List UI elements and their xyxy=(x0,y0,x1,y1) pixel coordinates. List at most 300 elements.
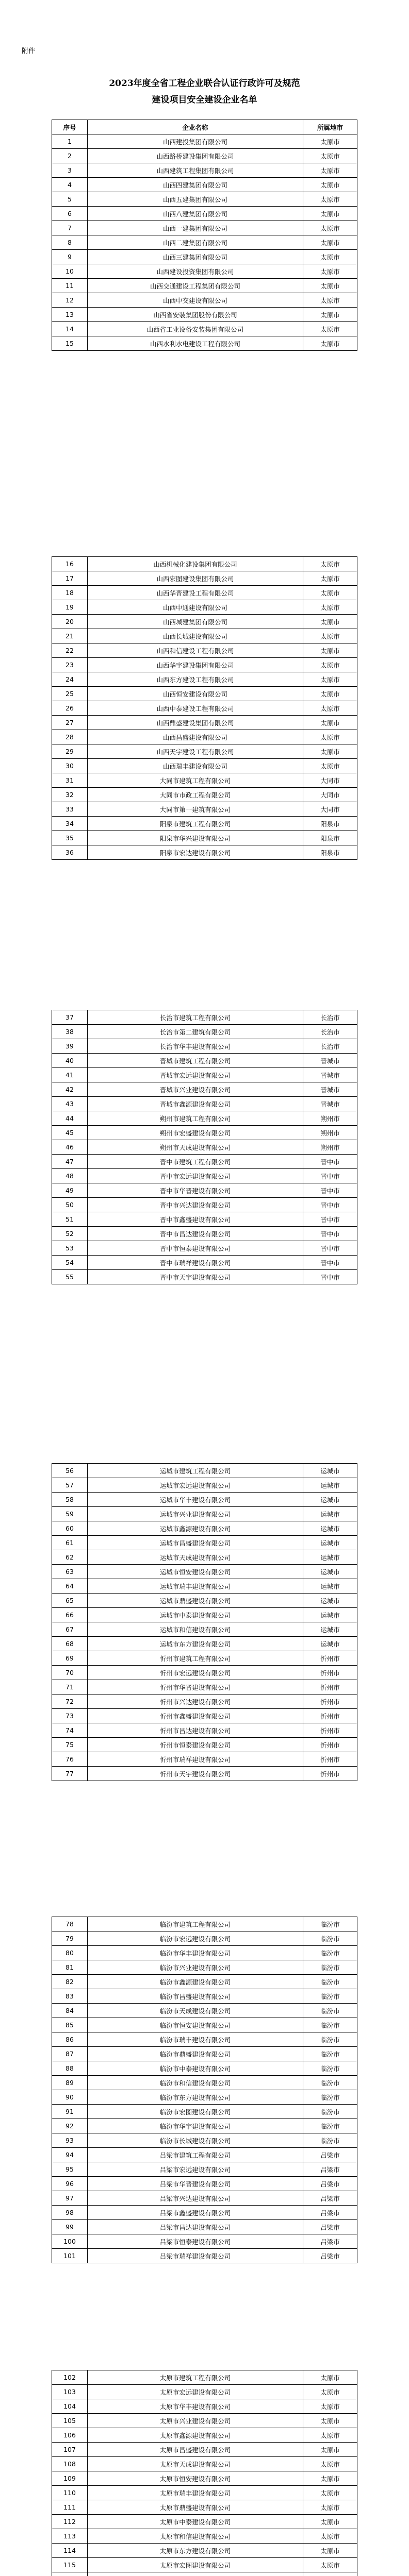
table-row xyxy=(52,629,357,643)
row-number: 14 xyxy=(52,322,88,336)
attachment-label: 附件 xyxy=(22,47,36,55)
company-name: 临汾市鑫源建设有限公司 xyxy=(88,1975,303,1989)
table-row xyxy=(52,1960,357,1975)
company-name: 临汾市宏图建设有限公司 xyxy=(88,2105,303,2119)
row-number: 33 xyxy=(52,802,88,817)
company-name: 忻州市华晋建设有限公司 xyxy=(88,1680,303,1694)
company-table-page xyxy=(52,1463,357,1781)
region-name: 临汾市 xyxy=(303,2061,357,2076)
row-number: 105 xyxy=(52,2414,88,2428)
table-row xyxy=(52,1723,357,1738)
table-row xyxy=(52,2399,357,2414)
region-name: 阳泉市 xyxy=(303,845,357,860)
company-name xyxy=(88,2572,303,2576)
region-name: 临汾市 xyxy=(303,1975,357,1989)
company-name: 临汾市华宇建设有限公司 xyxy=(88,2119,303,2133)
table-row xyxy=(52,2061,357,2076)
row-number: 108 xyxy=(52,2457,88,2471)
row-number: 87 xyxy=(52,2047,88,2061)
table-row xyxy=(52,134,357,149)
table-row xyxy=(52,279,357,293)
region-name: 运城市 xyxy=(303,1507,357,1521)
region-name: 阳泉市 xyxy=(303,831,357,845)
table-row xyxy=(52,2572,357,2576)
table-row xyxy=(52,1917,357,1931)
company-name: 运城市东方建设有限公司 xyxy=(88,1637,303,1651)
company-table-page xyxy=(52,120,357,351)
table-row xyxy=(52,1767,357,1781)
region-name: 太原市 xyxy=(303,207,357,221)
company-name: 临汾市建筑工程有限公司 xyxy=(88,1917,303,1931)
region-name: 太原市 xyxy=(303,149,357,163)
table-header-row xyxy=(52,120,357,134)
table-row xyxy=(52,235,357,250)
company-table-page xyxy=(52,2370,357,2576)
region-name: 临汾市 xyxy=(303,2119,357,2133)
row-number: 43 xyxy=(52,1097,88,1111)
region-name: 太原市 xyxy=(303,2471,357,2486)
table-row xyxy=(52,2090,357,2105)
company-name: 忻州市瑞祥建设有限公司 xyxy=(88,1752,303,1767)
row-number: 26 xyxy=(52,701,88,716)
table-row xyxy=(52,557,357,571)
row-number: 95 xyxy=(52,2162,88,2177)
table-row xyxy=(52,730,357,744)
company-name: 忻州市兴达建设有限公司 xyxy=(88,1694,303,1709)
company-name: 晋中市兴达建设有限公司 xyxy=(88,1198,303,1212)
company-name: 大同市市政工程有限公司 xyxy=(88,788,303,802)
table-row xyxy=(52,2162,357,2177)
region-name: 太原市 xyxy=(303,2529,357,2544)
table-row xyxy=(52,2457,357,2471)
row-number: 35 xyxy=(52,831,88,845)
table-row xyxy=(52,1507,357,1521)
table-row xyxy=(52,2220,357,2234)
table-row xyxy=(52,1169,357,1183)
region-name: 晋城市 xyxy=(303,1082,357,1097)
region-name: 太原市 xyxy=(303,293,357,308)
table-row xyxy=(52,2385,357,2399)
company-name: 太原市瑞丰建设有限公司 xyxy=(88,2486,303,2500)
row-number: 54 xyxy=(52,1256,88,1270)
region-name: 朔州市 xyxy=(303,1140,357,1155)
company-name: 太原市兴业建设有限公司 xyxy=(88,2414,303,2428)
region-name: 太原市 xyxy=(303,759,357,773)
company-name: 晋中市恒泰建设有限公司 xyxy=(88,1241,303,1256)
region-name: 忻州市 xyxy=(303,1752,357,1767)
row-number: 34 xyxy=(52,817,88,831)
row-number: 83 xyxy=(52,1989,88,2004)
table-row xyxy=(52,2032,357,2047)
region-name: 太原市 xyxy=(303,2370,357,2385)
row-number: 64 xyxy=(52,1579,88,1594)
row-number: 100 xyxy=(52,2234,88,2249)
table-row xyxy=(52,1054,357,1068)
region-name: 吕梁市 xyxy=(303,2191,357,2206)
table-row xyxy=(52,2004,357,2018)
region-name: 临汾市 xyxy=(303,2004,357,2018)
region-name: 太原市 xyxy=(303,716,357,730)
region-name: 晋城市 xyxy=(303,1097,357,1111)
region-name: 吕梁市 xyxy=(303,2220,357,2234)
company-name: 朔州市建筑工程有限公司 xyxy=(88,1111,303,1126)
region-name: 太原市 xyxy=(303,250,357,264)
row-number: 63 xyxy=(52,1565,88,1579)
table-row xyxy=(52,2486,357,2500)
region-name: 晋中市 xyxy=(303,1212,357,1227)
row-number: 59 xyxy=(52,1507,88,1521)
table-row xyxy=(52,788,357,802)
document-title xyxy=(52,75,357,108)
row-number: 25 xyxy=(52,687,88,701)
table-row xyxy=(52,1111,357,1126)
table-row xyxy=(52,1608,357,1622)
table-row xyxy=(52,2191,357,2206)
table-row xyxy=(52,1975,357,1989)
company-name: 吕梁市鑫盛建设有限公司 xyxy=(88,2206,303,2220)
company-name: 山西水利水电建设工程有限公司 xyxy=(88,336,303,351)
region-name: 太原市 xyxy=(303,2457,357,2471)
company-name: 朔州市天成建设有限公司 xyxy=(88,1140,303,1155)
region-name: 临汾市 xyxy=(303,2047,357,2061)
table-row xyxy=(52,802,357,817)
company-name: 晋中市建筑工程有限公司 xyxy=(88,1155,303,1169)
table-row xyxy=(52,1637,357,1651)
table-row xyxy=(52,687,357,701)
region-name: 太原市 xyxy=(303,701,357,716)
region-name: 运城市 xyxy=(303,1521,357,1536)
company-name: 山西八建集团有限公司 xyxy=(88,207,303,221)
row-number: 3 xyxy=(52,163,88,178)
table-row xyxy=(52,1039,357,1054)
company-name: 太原市昌盛建设有限公司 xyxy=(88,2443,303,2457)
table-row xyxy=(52,264,357,279)
region-name: 太原市 xyxy=(303,2558,357,2572)
table-row xyxy=(52,1579,357,1594)
company-name: 忻州市昌达建设有限公司 xyxy=(88,1723,303,1738)
company-name: 山西二建集团有限公司 xyxy=(88,235,303,250)
company-name: 山西交通建设工程集团有限公司 xyxy=(88,279,303,293)
region-name: 太原市 xyxy=(303,221,357,235)
region-name: 忻州市 xyxy=(303,1738,357,1752)
row-number: 89 xyxy=(52,2076,88,2090)
title-line-1: 2023年度全省工程企业联合认证行政许可及规范 xyxy=(109,78,300,89)
row-number: 79 xyxy=(52,1931,88,1946)
table-row xyxy=(52,1126,357,1140)
company-name: 晋城市建筑工程有限公司 xyxy=(88,1054,303,1068)
table-row xyxy=(52,2249,357,2263)
company-name: 吕梁市华晋建设有限公司 xyxy=(88,2177,303,2191)
region-name: 运城市 xyxy=(303,1493,357,1507)
region-name: 吕梁市 xyxy=(303,2249,357,2263)
region-name: 吕梁市 xyxy=(303,2234,357,2249)
row-number: 75 xyxy=(52,1738,88,1752)
company-name: 太原市华丰建设有限公司 xyxy=(88,2399,303,2414)
company-name: 长治市建筑工程有限公司 xyxy=(88,1010,303,1025)
table-row xyxy=(52,2105,357,2119)
region-name: 忻州市 xyxy=(303,1666,357,1680)
row-number: 88 xyxy=(52,2061,88,2076)
company-name: 山西路桥建设集团有限公司 xyxy=(88,149,303,163)
table-row xyxy=(52,2076,357,2090)
table-row xyxy=(52,1738,357,1752)
table-row xyxy=(52,2119,357,2133)
row-number: 47 xyxy=(52,1155,88,1169)
region-name: 运城市 xyxy=(303,1565,357,1579)
region-name: 临汾市 xyxy=(303,1946,357,1960)
company-name: 忻州市建筑工程有限公司 xyxy=(88,1651,303,1666)
company-name: 晋中市华晋建设有限公司 xyxy=(88,1183,303,1198)
company-name: 临汾市昌盛建设有限公司 xyxy=(88,1989,303,2004)
company-name: 太原市恒安建设有限公司 xyxy=(88,2471,303,2486)
company-name: 临汾市恒安建设有限公司 xyxy=(88,2018,303,2032)
company-name: 山西华宇建设集团有限公司 xyxy=(88,658,303,672)
row-number: 60 xyxy=(52,1521,88,1536)
company-name: 山西长城建设有限公司 xyxy=(88,629,303,643)
company-name: 晋城市兴业建设有限公司 xyxy=(88,1082,303,1097)
row-number: 80 xyxy=(52,1946,88,1960)
company-name: 临汾市鼎盛建设有限公司 xyxy=(88,2047,303,2061)
table-row xyxy=(52,701,357,716)
region-name: 阳泉市 xyxy=(303,817,357,831)
table-row xyxy=(52,1622,357,1637)
table-row xyxy=(52,1082,357,1097)
table-row xyxy=(52,2544,357,2558)
company-name: 运城市瑞丰建设有限公司 xyxy=(88,1579,303,1594)
region-name: 太原市 xyxy=(303,163,357,178)
table-row xyxy=(52,308,357,322)
table-row xyxy=(52,1493,357,1507)
company-name: 阳泉市建筑工程有限公司 xyxy=(88,817,303,831)
table-row xyxy=(52,1931,357,1946)
company-name: 山西中泰建设工程有限公司 xyxy=(88,701,303,716)
table-row xyxy=(52,759,357,773)
company-name: 山西建投集团有限公司 xyxy=(88,134,303,149)
table-row xyxy=(52,2428,357,2443)
table-row xyxy=(52,336,357,351)
row-number: 102 xyxy=(52,2370,88,2385)
table-row xyxy=(52,817,357,831)
table-row xyxy=(52,1155,357,1169)
region-name: 长治市 xyxy=(303,1039,357,1054)
region-name: 忻州市 xyxy=(303,1694,357,1709)
company-name: 山西机械化建设集团有限公司 xyxy=(88,557,303,571)
table-row xyxy=(52,2515,357,2529)
row-number: 112 xyxy=(52,2515,88,2529)
row-number: 16 xyxy=(52,557,88,571)
table-row xyxy=(52,1198,357,1212)
company-name: 吕梁市宏远建设有限公司 xyxy=(88,2162,303,2177)
company-name: 山西昌盛建设有限公司 xyxy=(88,730,303,744)
region-name: 太原市 xyxy=(303,336,357,351)
region-name: 忻州市 xyxy=(303,1767,357,1781)
company-name: 山西中通建设有限公司 xyxy=(88,600,303,615)
company-name: 山西鼎盛建设集团有限公司 xyxy=(88,716,303,730)
company-name: 忻州市宏远建设有限公司 xyxy=(88,1666,303,1680)
region-name: 晋中市 xyxy=(303,1270,357,1284)
table-row xyxy=(52,1680,357,1694)
company-name: 晋中市瑞祥建设有限公司 xyxy=(88,1256,303,1270)
row-number: 32 xyxy=(52,788,88,802)
table-row xyxy=(52,2234,357,2249)
company-name: 临汾市长城建设有限公司 xyxy=(88,2133,303,2148)
company-name: 山西天宇建设工程有限公司 xyxy=(88,744,303,759)
row-number: 107 xyxy=(52,2443,88,2457)
company-name: 临汾市天成建设有限公司 xyxy=(88,2004,303,2018)
company-table-page xyxy=(52,1917,357,2263)
row-number: 11 xyxy=(52,279,88,293)
region-name: 临汾市 xyxy=(303,1917,357,1931)
table-row xyxy=(52,1025,357,1039)
row-number: 61 xyxy=(52,1536,88,1550)
row-number: 85 xyxy=(52,2018,88,2032)
region-name: 太原市 xyxy=(303,322,357,336)
region-name: 太原市 xyxy=(303,615,357,629)
region-name: 忻州市 xyxy=(303,1709,357,1723)
region-name: 运城市 xyxy=(303,1622,357,1637)
region-name: 晋中市 xyxy=(303,1198,357,1212)
region-name: 太原市 xyxy=(303,687,357,701)
row-number: 71 xyxy=(52,1680,88,1694)
company-name: 运城市建筑工程有限公司 xyxy=(88,1464,303,1478)
region-name: 临汾市 xyxy=(303,2076,357,2090)
region-name: 运城市 xyxy=(303,1594,357,1608)
company-name: 临汾市东方建设有限公司 xyxy=(88,2090,303,2105)
row-number: 68 xyxy=(52,1637,88,1651)
company-name: 山西建筑工程集团有限公司 xyxy=(88,163,303,178)
region-name: 太原市 xyxy=(303,308,357,322)
table-row xyxy=(52,1227,357,1241)
region-name: 太原市 xyxy=(303,672,357,687)
row-number: 92 xyxy=(52,2119,88,2133)
table-row xyxy=(52,1989,357,2004)
row-number: 13 xyxy=(52,308,88,322)
company-name: 山西城建集团有限公司 xyxy=(88,615,303,629)
table-row xyxy=(52,221,357,235)
row-number: 48 xyxy=(52,1169,88,1183)
header-no: 序号 xyxy=(52,120,88,134)
table-row xyxy=(52,1752,357,1767)
company-name: 山西恒安建设有限公司 xyxy=(88,687,303,701)
region-name: 太原市 xyxy=(303,744,357,759)
row-number: 55 xyxy=(52,1270,88,1284)
region-name: 朔州市 xyxy=(303,1126,357,1140)
row-number: 82 xyxy=(52,1975,88,1989)
company-name: 大同市第一建筑有限公司 xyxy=(88,802,303,817)
row-number: 28 xyxy=(52,730,88,744)
region-name: 太原市 xyxy=(303,279,357,293)
company-table-page xyxy=(52,1010,357,1284)
row-number: 24 xyxy=(52,672,88,687)
region-name: 太原市 xyxy=(303,264,357,279)
company-name: 运城市兴业建设有限公司 xyxy=(88,1507,303,1521)
region-name: 运城市 xyxy=(303,1464,357,1478)
company-name: 吕梁市恒泰建设有限公司 xyxy=(88,2234,303,2249)
table-row xyxy=(52,1536,357,1550)
table-row xyxy=(52,2133,357,2148)
table-row xyxy=(52,192,357,207)
company-name: 大同市建筑工程有限公司 xyxy=(88,773,303,788)
company-name: 运城市和信建设有限公司 xyxy=(88,1622,303,1637)
table-row xyxy=(52,1183,357,1198)
region-name: 晋中市 xyxy=(303,1155,357,1169)
company-name: 晋中市宏远建设有限公司 xyxy=(88,1169,303,1183)
table-row xyxy=(52,1270,357,1284)
region-name: 吕梁市 xyxy=(303,2162,357,2177)
row-number: 52 xyxy=(52,1227,88,1241)
region-name: 太原市 xyxy=(303,600,357,615)
region-name: 太原市 xyxy=(303,629,357,643)
company-name: 太原市天成建设有限公司 xyxy=(88,2457,303,2471)
table-row xyxy=(52,1478,357,1493)
table-row xyxy=(52,1709,357,1723)
company-table-page xyxy=(52,556,357,860)
row-number: 111 xyxy=(52,2500,88,2515)
region-name: 运城市 xyxy=(303,1478,357,1493)
region-name: 大同市 xyxy=(303,773,357,788)
row-number: 8 xyxy=(52,235,88,250)
region-name: 晋中市 xyxy=(303,1227,357,1241)
row-number: 84 xyxy=(52,2004,88,2018)
table-row xyxy=(52,2558,357,2572)
table-row xyxy=(52,1256,357,1270)
row-number: 78 xyxy=(52,1917,88,1931)
table-row xyxy=(52,1946,357,1960)
company-name: 太原市中泰建设有限公司 xyxy=(88,2515,303,2529)
row-number: 31 xyxy=(52,773,88,788)
region-name: 太原市 xyxy=(303,2500,357,2515)
table-row xyxy=(52,2370,357,2385)
row-number: 19 xyxy=(52,600,88,615)
region-name: 晋城市 xyxy=(303,1068,357,1082)
row-number: 113 xyxy=(52,2529,88,2544)
row-number: 77 xyxy=(52,1767,88,1781)
row-number: 49 xyxy=(52,1183,88,1198)
table-row xyxy=(52,1594,357,1608)
table-row xyxy=(52,586,357,600)
table-row xyxy=(52,1068,357,1082)
region-name: 太原市 xyxy=(303,2399,357,2414)
table-row xyxy=(52,2414,357,2428)
region-name: 太原市 xyxy=(303,2486,357,2500)
row-number: 97 xyxy=(52,2191,88,2206)
table-row xyxy=(52,831,357,845)
table-row xyxy=(52,571,357,586)
region-name: 运城市 xyxy=(303,1608,357,1622)
region-name: 太原市 xyxy=(303,2428,357,2443)
row-number: 56 xyxy=(52,1464,88,1478)
row-number: 74 xyxy=(52,1723,88,1738)
company-name: 运城市天成建设有限公司 xyxy=(88,1550,303,1565)
row-number: 62 xyxy=(52,1550,88,1565)
table-row xyxy=(52,1464,357,1478)
company-name: 晋中市天宇建设有限公司 xyxy=(88,1270,303,1284)
header-name: 企业名称 xyxy=(88,120,303,134)
company-name: 临汾市华丰建设有限公司 xyxy=(88,1946,303,1960)
company-name: 太原市东方建设有限公司 xyxy=(88,2544,303,2558)
row-number: 50 xyxy=(52,1198,88,1212)
company-name: 山西东方建设工程有限公司 xyxy=(88,672,303,687)
table-row xyxy=(52,1565,357,1579)
table-row xyxy=(52,2047,357,2061)
region-name: 运城市 xyxy=(303,1550,357,1565)
region-name: 晋中市 xyxy=(303,1169,357,1183)
company-name: 山西五建集团有限公司 xyxy=(88,192,303,207)
company-name: 吕梁市瑞祥建设有限公司 xyxy=(88,2249,303,2263)
region-name xyxy=(303,2572,357,2576)
region-name: 朔州市 xyxy=(303,1111,357,1126)
table-row xyxy=(52,744,357,759)
